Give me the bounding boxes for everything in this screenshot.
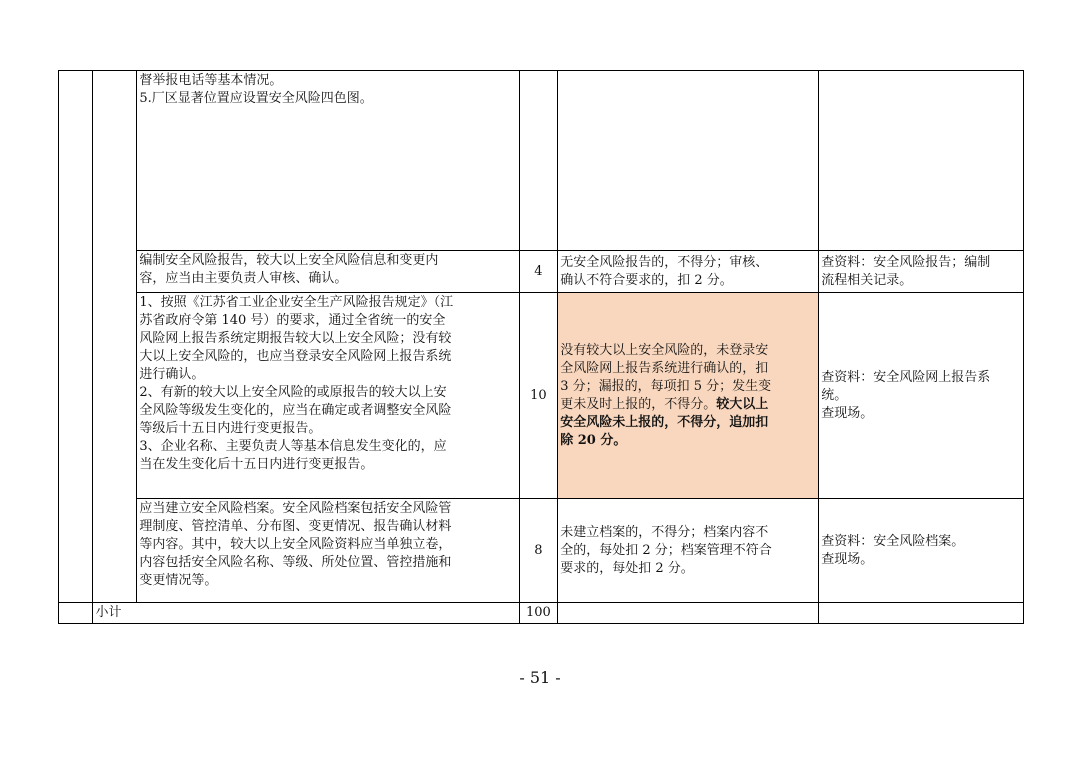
table-row [59,251,1024,293]
criteria-line: 未建立档案的，不得分；档案内容不 [560,524,769,540]
page-number: - 51 - [519,668,561,687]
content-line: 应当建立安全风险档案。安全风险档案包括安全风险管 [139,501,452,516]
method-line: 流程相关记录。 [821,272,913,288]
content-line: 等内容。其中，较大以上安全风险资料应当单独立卷， [139,537,452,552]
table-row [59,71,1024,251]
method-line: 查资料：安全风险网上报告系 [821,369,991,385]
score-cell: 8 [519,499,558,603]
criteria-cell [558,251,819,293]
content-line: 风险网上报告系统定期报告较大以上安全风险；没有较 [139,331,452,346]
method-line: 查现场。 [821,405,874,421]
content-cell [137,251,519,293]
criteria-cell [558,71,819,251]
content-cell [137,293,519,499]
criteria-line: 要求的，每处扣 2 分。 [560,560,694,576]
content-cell [137,71,519,251]
content-cell [137,499,519,603]
subtotal-empty-cell [59,603,93,624]
subtotal-label: 小计 [93,603,519,624]
criteria-text-bold: 较大以上 [716,396,769,412]
content-line: 容，应当由主要负责人审核、确认。 [139,271,348,286]
content-line: 变更情况等。 [139,573,218,588]
criteria-cell-highlighted [558,293,819,499]
score-cell: 10 [519,293,558,499]
method-cell [819,293,1024,499]
score-cell [519,71,558,251]
method-line: 查资料：安全风险档案。 [821,533,965,549]
content-line: 进行确认。 [139,367,205,382]
method-line: 查现场。 [821,551,874,567]
content-line: 当在发生变化后十五日内进行变更报告。 [139,457,374,472]
content-line: 5.厂区显著位置应设置安全风险四色图。 [139,91,373,106]
criteria-line: 确认不符合要求的，扣 2 分。 [560,272,733,288]
content-line: 理制度、管控清单、分布图、变更情况、报告确认材料 [139,519,452,534]
criteria-text: 更未及时上报的，不得分。 [560,396,717,412]
criteria-line: 没有较大以上安全风险的，未登录安 [560,342,769,358]
criteria-line: 全风险网上报告系统进行确认的，扣 [560,360,769,376]
method-cell [819,251,1024,293]
criteria-line: 3 分；漏报的，每项扣 5 分；发生变 [560,378,772,394]
table-row [59,293,1024,499]
method-line: 查资料：安全风险报告；编制 [821,254,991,270]
item-cell [93,71,137,603]
content-line: 编制安全风险报告，较大以上安全风险信息和变更内 [139,253,439,268]
category-cell [59,71,93,603]
subtotal-method-cell [819,603,1024,624]
content-line: 大以上安全风险的，也应当登录安全风险网上报告系统 [139,349,452,364]
content-line: 2、有新的较大以上安全风险的或原报告的较大以上安 [139,385,447,400]
content-line: 全风险等级发生变化的，应当在确定或者调整安全风险 [139,403,452,418]
score-cell: 4 [519,251,558,293]
criteria-line: 全的，每处扣 2 分；档案管理不符合 [560,542,772,558]
criteria-line-bold: 除 20 分。 [560,432,627,448]
method-cell [819,499,1024,603]
method-line: 统。 [821,387,848,403]
method-cell [819,71,1024,251]
subtotal-criteria-cell [558,603,819,624]
criteria-line-bold: 安全风险未上报的，不得分，追加扣 [560,414,769,430]
subtotal-row [59,603,1024,624]
assessment-table [58,70,1024,624]
content-line: 苏省政府令第 140 号）的要求，通过全省统一的安全 [139,313,446,328]
content-line: 等级后十五日内进行变更报告。 [139,421,322,436]
content-line: 3、企业名称、主要负责人等基本信息发生变化的，应 [139,439,447,454]
content-line: 督举报电话等基本情况。 [139,73,283,88]
subtotal-score: 100 [519,603,558,624]
table-row [59,499,1024,603]
criteria-cell [558,499,819,603]
content-line: 内容包括安全风险名称、等级、所处位置、管控措施和 [139,555,452,570]
content-line: 1、按照《江苏省工业企业安全生产风险报告规定》（江 [139,295,454,310]
criteria-line-mixed [560,396,816,414]
criteria-line: 无安全风险报告的，不得分；审核、 [560,254,769,270]
